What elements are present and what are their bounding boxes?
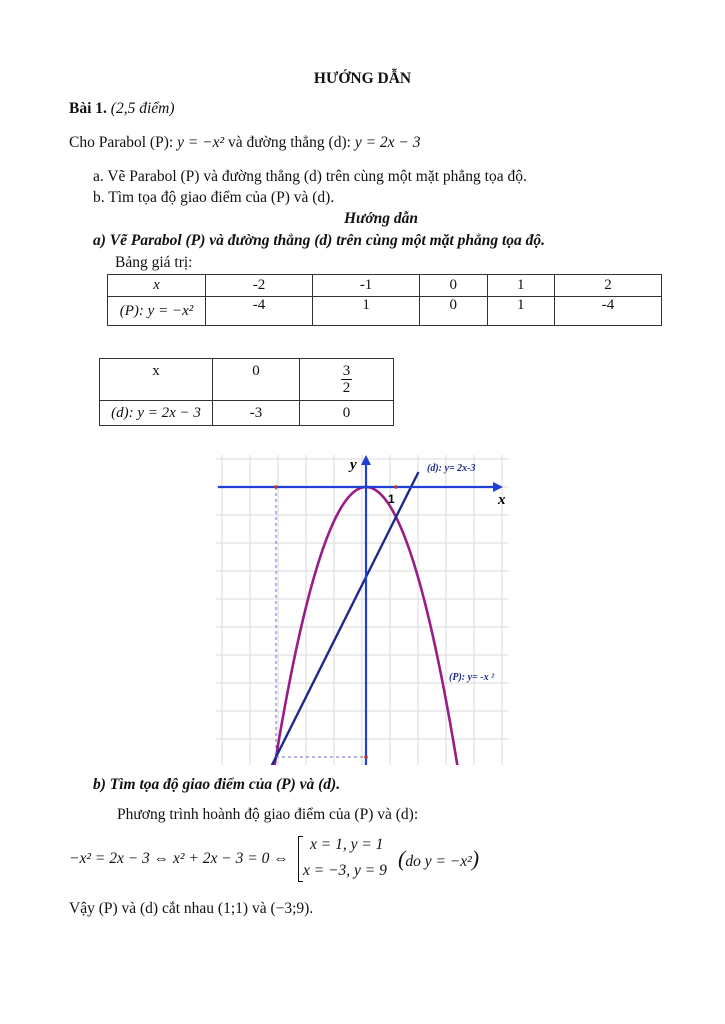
y-axis-label: y bbox=[350, 457, 357, 473]
value-table-line bbox=[99, 358, 394, 426]
conclusion-prefix: Vậy (P) và (d) cắt nhau bbox=[69, 900, 215, 917]
solution-1: x = 1, y = 1 bbox=[310, 836, 384, 853]
tick-label-one: 1 bbox=[388, 492, 395, 506]
table1-x-cell: -1 bbox=[313, 275, 420, 297]
guide-heading: Hướng dẫn bbox=[344, 210, 419, 227]
table1-x-head: x bbox=[108, 275, 206, 297]
table1-x-cell: -2 bbox=[206, 275, 313, 297]
fraction-denominator: 2 bbox=[342, 379, 351, 396]
line-equation: y = 2x − 3 bbox=[354, 134, 421, 151]
table1-y-cell: -4 bbox=[554, 297, 661, 326]
problem-statement bbox=[69, 134, 421, 152]
parabola-label: (P): y= -x ² bbox=[449, 672, 495, 683]
part-a-heading: a) Vẽ Parabol (P) và đường thẳng (d) trên cùng một mặt phẳng tọa độ. bbox=[93, 232, 546, 249]
fraction-three-halves bbox=[341, 363, 353, 396]
part-b-intro: Phương trình hoành độ giao điểm của (P) và (d): bbox=[117, 806, 419, 823]
line-d bbox=[240, 472, 419, 765]
page-title: HƯỚNG DẪN bbox=[313, 70, 412, 87]
point-marker bbox=[274, 485, 278, 489]
table2-x-cell: 0 bbox=[213, 359, 300, 401]
problem-points: (2,5 điểm) bbox=[110, 100, 175, 117]
table1-y-head: (P): y = −x² bbox=[108, 297, 206, 326]
table-label: Bảng giá trị: bbox=[115, 254, 193, 271]
grid bbox=[216, 455, 508, 765]
parabol-equation: y = −x² bbox=[177, 134, 225, 151]
solution-2: x = −3, y = 9 bbox=[303, 862, 387, 879]
table1-y-cell: 1 bbox=[313, 297, 420, 326]
table2-y-cell: 0 bbox=[300, 401, 394, 426]
table2-x-fraction-cell bbox=[300, 359, 394, 401]
table2-x-head: x bbox=[100, 359, 213, 401]
statement-prefix: Cho Parabol (P): bbox=[69, 134, 174, 151]
table1-y-cell: 0 bbox=[420, 297, 487, 326]
conclusion bbox=[69, 900, 313, 918]
table1-y-cell: 1 bbox=[487, 297, 554, 326]
part-b-heading: b) Tìm tọa độ giao điểm của (P) và (d). bbox=[93, 776, 341, 793]
table1-x-cell: 0 bbox=[420, 275, 487, 297]
task-a: a. Vẽ Parabol (P) và đường thẳng (d) trên cùng một mặt phẳng tọa độ. bbox=[93, 168, 527, 185]
point-marker bbox=[394, 485, 398, 489]
statement-mid: và đường thẳng (d): bbox=[228, 134, 351, 151]
conclusion-end: . bbox=[309, 900, 314, 917]
problem-label: Bài 1. bbox=[69, 100, 107, 117]
x-axis-label: x bbox=[498, 492, 506, 508]
table1-x-cell: 1 bbox=[487, 275, 554, 297]
fraction-numerator: 3 bbox=[342, 362, 351, 379]
table2-y-head: (d): y = 2x − 3 bbox=[100, 401, 213, 426]
graph bbox=[216, 455, 508, 765]
equation-main: −x² = 2x − 3 ⇔ x² + 2x − 3 = 0 ⇔ bbox=[69, 850, 289, 867]
line-d-label: (d): y= 2x-3 bbox=[427, 463, 476, 474]
problem-header bbox=[69, 100, 174, 118]
value-table-parabola bbox=[107, 274, 662, 326]
point-marker bbox=[364, 755, 368, 759]
table1-y-cell: -4 bbox=[206, 297, 313, 326]
task-b: b. Tìm tọa độ giao điểm của (P) và (d). bbox=[93, 189, 335, 206]
intersection-point-2: (−3;9) bbox=[270, 900, 310, 917]
table2-y-cell: -3 bbox=[213, 401, 300, 426]
table1-x-cell: 2 bbox=[554, 275, 661, 297]
note-text: do y = −x² bbox=[405, 853, 472, 870]
intersection-point-1: (1;1) bbox=[217, 900, 249, 917]
equation-note: (do y = −x²) bbox=[398, 846, 480, 871]
conclusion-conj: và bbox=[251, 900, 267, 917]
